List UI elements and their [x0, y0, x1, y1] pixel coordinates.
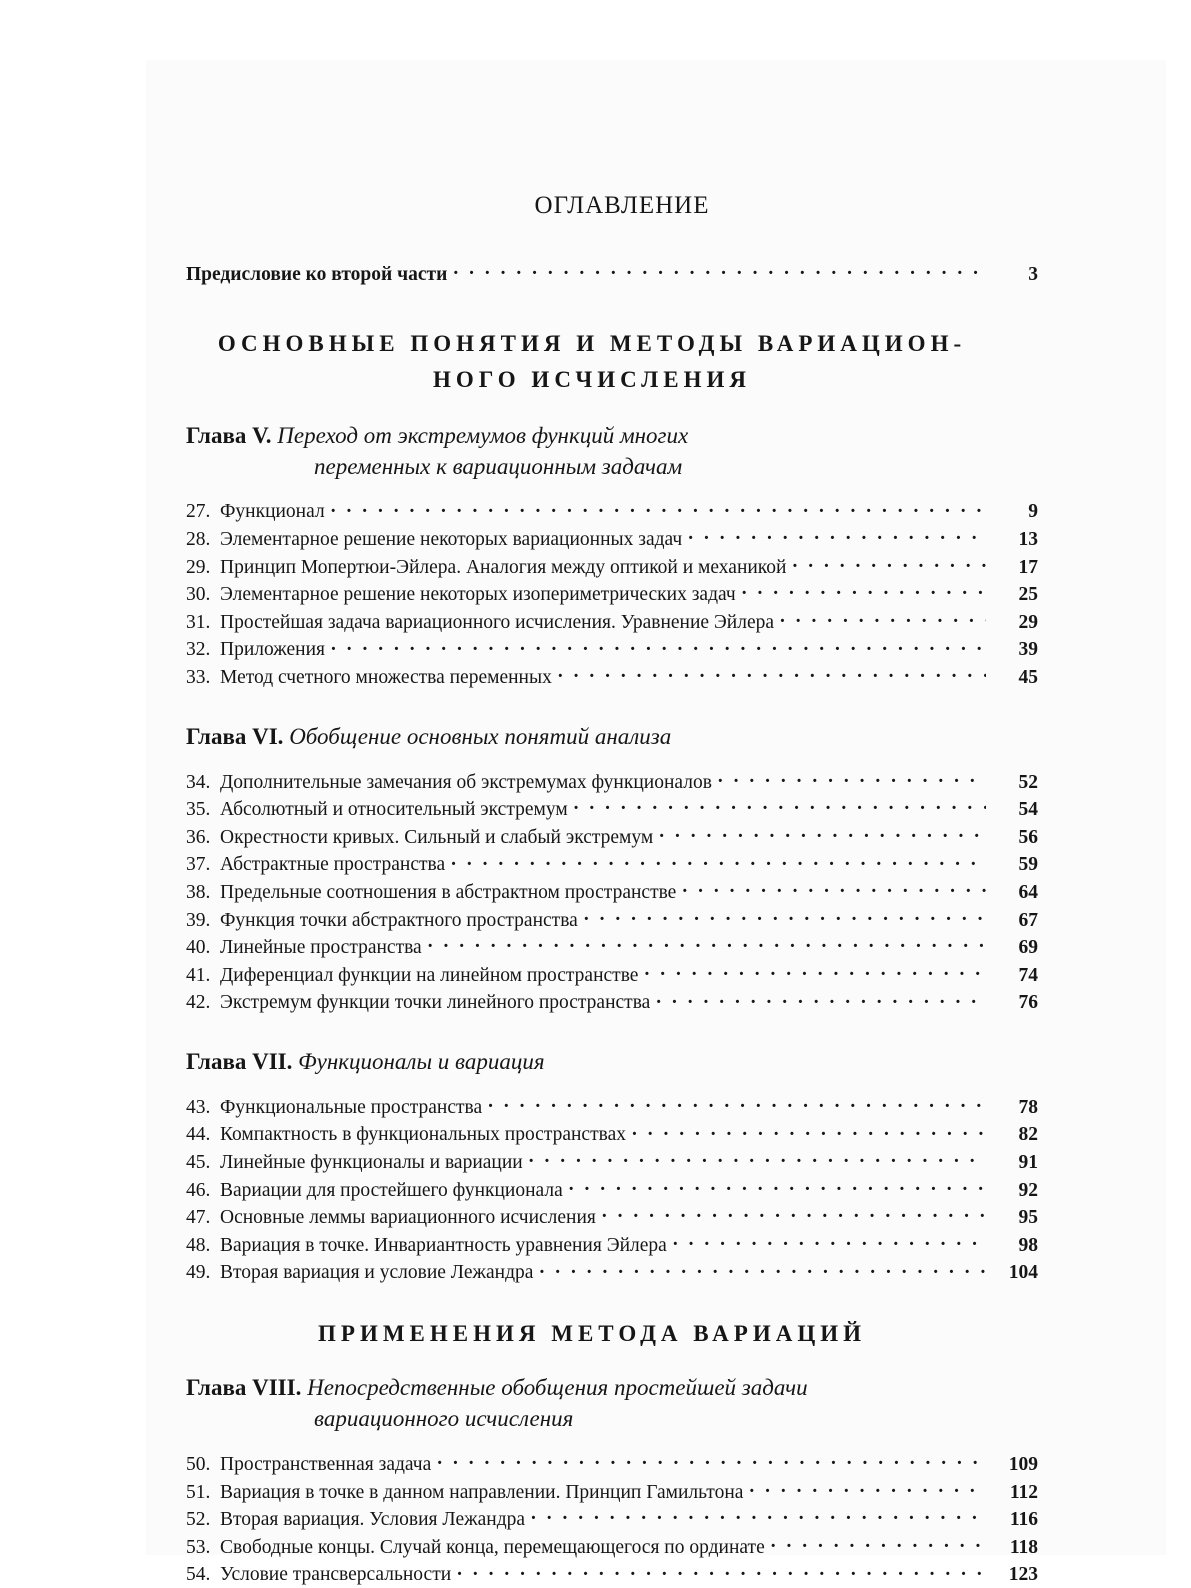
dot-leader [437, 1448, 986, 1470]
chapter-5-entries [186, 496, 1038, 689]
toc-entry[interactable] [186, 1201, 1038, 1229]
entry-number: 29. [186, 556, 211, 578]
dot-leader [673, 1229, 986, 1251]
entry-number: 30. [186, 584, 211, 606]
dot-leader [718, 766, 986, 788]
toc-entry[interactable] [186, 1091, 1038, 1119]
chapter-heading-8 [186, 1372, 1038, 1434]
part-heading-line: ОСНОВНЫЕ ПОНЯТИЯ И МЕТОДЫ ВАРИАЦИОН- [217, 330, 967, 356]
entry-page: 56 [1018, 826, 1038, 848]
entry-text: Простейшая задача вариационного исчисления. Уравнение Эйлера [220, 611, 775, 633]
chapter-title-cont: вариационного исчисления [314, 1406, 574, 1432]
dot-leader [451, 849, 986, 871]
toc-entry[interactable] [186, 959, 1038, 987]
dot-leader [602, 1201, 986, 1223]
entry-number: 33. [186, 666, 211, 688]
entry-page: 76 [1018, 992, 1038, 1014]
entry-text: Метод счетного множества переменных [220, 666, 552, 688]
dot-leader [584, 904, 986, 926]
entry-number: 32. [186, 639, 211, 661]
entry-text: Принцип Мопертюи-Эйлера. Аналогия между оптикой и механикой [220, 556, 787, 578]
dot-leader [659, 821, 986, 843]
toc-entry[interactable] [186, 661, 1038, 689]
entry-number: 36. [186, 826, 211, 848]
toc-entry[interactable] [186, 931, 1038, 959]
entry-number: 42. [186, 992, 211, 1014]
toc-entry[interactable] [186, 634, 1038, 662]
dot-leader [529, 1146, 986, 1168]
entry-number: 54. [186, 1564, 211, 1586]
entry-page: 64 [1018, 881, 1038, 903]
entry-text: Вторая вариация. Условия Лежандра [220, 1509, 526, 1531]
entry-number: 50. [186, 1454, 211, 1476]
entry-number: 49. [186, 1262, 211, 1284]
chapter-label: Глава VII. [186, 1049, 293, 1075]
entry-text: Основные леммы вариационного исчисления [220, 1207, 596, 1229]
entry-page: 118 [1009, 1536, 1038, 1558]
chapter-heading-7 [186, 1046, 1038, 1077]
entry-page: 39 [1018, 639, 1038, 661]
entry-text: Вариация в точке в данном направлении. Принцип Гамильтона [220, 1481, 744, 1503]
toc-entry[interactable] [186, 1119, 1038, 1147]
entry-text: Функционал [220, 501, 325, 523]
entry-text: Предельные соотношения в абстрактном пространстве [220, 881, 677, 903]
entry-number: 46. [186, 1179, 211, 1201]
chapter-title: Непосредственные обобщения простейшей задачи [307, 1375, 808, 1401]
dot-leader [488, 1091, 986, 1113]
entry-page: 17 [1018, 556, 1038, 578]
entry-number: 28. [186, 528, 211, 550]
dot-leader [457, 1559, 986, 1581]
entry-page: 78 [1018, 1096, 1038, 1118]
entry-page: 112 [1009, 1481, 1038, 1503]
entry-page: 45 [1018, 666, 1038, 688]
toc-entry[interactable] [186, 793, 1038, 821]
entry-text: Дополнительные замечания об экстремумах функционалов [220, 771, 712, 793]
entry-text: Компактность в функциональных пространствах [220, 1124, 626, 1146]
entry-text: Окрестности кривых. Сильный и слабый экстремум [220, 826, 654, 848]
entry-number: 37. [186, 854, 211, 876]
chapter-title: Переход от экстремумов функций многих [277, 422, 689, 448]
entry-number: 52. [186, 1509, 211, 1531]
toc-entry[interactable] [186, 1503, 1038, 1531]
entry-number: 27. [186, 501, 211, 523]
toc-entry[interactable] [186, 987, 1038, 1015]
entry-page: 67 [1018, 909, 1038, 931]
chapter-label: Глава VI. [186, 723, 284, 749]
table-of-contents [186, 192, 1038, 1586]
chapter-title-cont: переменных к вариационным задачам [314, 453, 683, 479]
entry-number: 45. [186, 1152, 211, 1174]
entry-number: 41. [186, 964, 211, 986]
dot-leader [531, 1503, 986, 1525]
part-heading-line: ПРИМЕНЕНИЯ МЕТОДА ВАРИАЦИЙ [318, 1321, 866, 1347]
entry-page: 69 [1018, 937, 1038, 959]
dot-leader [749, 1476, 986, 1498]
entry-number: 47. [186, 1207, 211, 1229]
entry-page: 25 [1018, 584, 1038, 606]
entry-page: 54 [1018, 799, 1038, 821]
entry-number: 44. [186, 1124, 211, 1146]
entry-text: Пространственная задача [220, 1454, 432, 1476]
entry-page: 3 [1028, 263, 1038, 285]
dot-leader [742, 578, 986, 600]
entry-page: 104 [1008, 1262, 1038, 1284]
entry-text: Абсолютный и относительный экстремум [220, 799, 568, 821]
toc-entry[interactable] [186, 578, 1038, 606]
entry-text: Приложения [220, 639, 325, 661]
entry-text: Вариации для простейшего функционала [220, 1179, 563, 1201]
chapter-8-entries [186, 1448, 1038, 1586]
entry-number: 31. [186, 611, 211, 633]
entry-page: 29 [1018, 611, 1038, 633]
dot-leader [792, 551, 986, 573]
entry-number: 39. [186, 909, 211, 931]
toc-entry[interactable] [186, 1476, 1038, 1504]
dot-leader [688, 523, 986, 545]
dot-leader [780, 606, 986, 628]
toc-entry[interactable] [186, 766, 1038, 794]
chapter-label: Глава V. [186, 422, 272, 448]
chapter-title: Функционалы и вариация [298, 1049, 545, 1075]
dot-leader [428, 931, 986, 953]
toc-entry[interactable] [186, 551, 1038, 579]
toc-entry[interactable] [186, 1229, 1038, 1257]
entry-text: Элементарное решение некоторых вариационных задач [220, 528, 683, 550]
toc-entry[interactable] [186, 1257, 1038, 1285]
entry-text: Предисловие ко второй части [186, 263, 448, 285]
toc-entry[interactable] [186, 1448, 1038, 1476]
entry-text: Абстрактные пространства [220, 854, 446, 876]
entry-text: Вторая вариация и условие Лежандра [220, 1262, 534, 1284]
toc-entry[interactable] [186, 1559, 1038, 1587]
entry-number: 35. [186, 799, 211, 821]
dot-leader [453, 258, 986, 280]
toc-entry[interactable] [186, 904, 1038, 932]
dot-leader [771, 1531, 986, 1553]
entry-number: 34. [186, 771, 211, 793]
entry-text: Вариация в точке. Инвариантность уравнения Эйлера [220, 1234, 667, 1256]
dot-leader [682, 876, 986, 898]
page-title: ОГЛАВЛЕНИЕ [534, 192, 710, 219]
entry-page: 74 [1018, 964, 1038, 986]
dot-leader [574, 793, 986, 815]
dot-leader [569, 1174, 986, 1196]
chapter-6-entries [186, 766, 1038, 1014]
entry-text: Линейные функционалы и вариации [220, 1152, 523, 1174]
toc-entry[interactable] [186, 1531, 1038, 1559]
entry-page: 52 [1018, 771, 1038, 793]
toc-entry[interactable] [186, 523, 1038, 551]
entry-page: 82 [1018, 1124, 1038, 1146]
chapter-heading-5 [186, 420, 1038, 482]
dot-leader [632, 1119, 986, 1141]
entry-text: Условие трансверсальности [220, 1564, 452, 1586]
entry-number: 40. [186, 937, 211, 959]
entry-text: Экстремум функции точки линейного пространства [220, 992, 651, 1014]
entry-number: 53. [186, 1536, 211, 1558]
entry-text: Элементарное решение некоторых изопериметрических задач [220, 584, 736, 606]
chapter-heading-6 [186, 721, 1038, 752]
entry-page: 109 [1008, 1454, 1038, 1476]
entry-text: Линейные пространства [220, 937, 422, 959]
dot-leader [331, 634, 986, 656]
entry-text: Функция точки абстрактного пространства [220, 909, 578, 931]
entry-page: 9 [1028, 501, 1038, 523]
part-heading-2 [186, 1316, 1038, 1352]
entry-page: 123 [1008, 1564, 1038, 1586]
toc-entry[interactable] [186, 821, 1038, 849]
part-heading-line: НОГО ИСЧИСЛЕНИЯ [432, 366, 752, 392]
toc-entry[interactable] [186, 849, 1038, 877]
chapter-title: Обобщение основных понятий анализа [289, 723, 672, 749]
part-heading-1 [186, 326, 1038, 398]
dot-leader [558, 661, 986, 683]
entry-number: 51. [186, 1481, 211, 1503]
entry-page: 91 [1018, 1152, 1038, 1174]
dot-leader [644, 959, 986, 981]
entry-text: Функциональные пространства [220, 1096, 483, 1118]
entry-text: Свободные концы. Случай конца, перемещающегося по ординате [220, 1536, 765, 1558]
chapter-label: Глава VIII. [186, 1375, 302, 1401]
toc-entry[interactable] [186, 606, 1038, 634]
entry-page: 95 [1018, 1207, 1038, 1229]
entry-number: 48. [186, 1234, 211, 1256]
dot-leader [539, 1257, 986, 1279]
entry-text: Диференциал функции на линейном пространстве [220, 964, 639, 986]
entry-number: 43. [186, 1096, 211, 1118]
dot-leader [656, 987, 986, 1009]
entry-page: 59 [1018, 854, 1038, 876]
dot-leader [331, 496, 986, 518]
entry-page: 98 [1018, 1234, 1038, 1256]
toc-entry[interactable] [186, 1146, 1038, 1174]
entry-page: 116 [1009, 1509, 1038, 1531]
chapter-7-entries [186, 1091, 1038, 1284]
entry-number: 38. [186, 881, 211, 903]
entry-page: 13 [1018, 528, 1038, 550]
toc-entry[interactable] [186, 876, 1038, 904]
toc-entry[interactable] [186, 1174, 1038, 1202]
entry-page: 92 [1018, 1179, 1038, 1201]
preface-entry[interactable] [186, 258, 1038, 286]
toc-entry[interactable] [186, 496, 1038, 524]
